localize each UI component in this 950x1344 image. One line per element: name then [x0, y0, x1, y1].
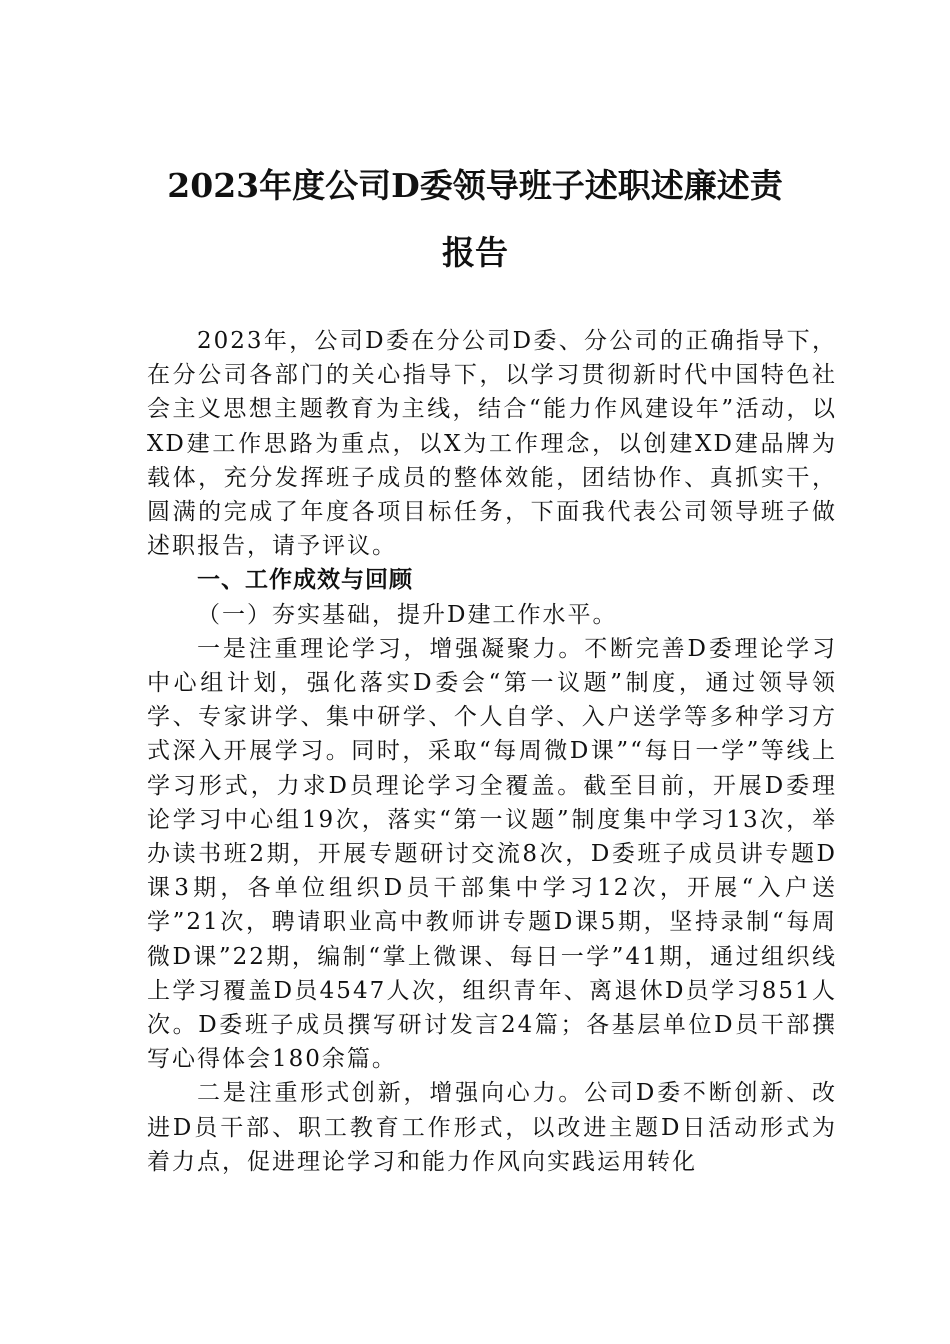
subsection-heading: （一）夯实基础，提升D建工作水平。	[197, 601, 618, 628]
document-body	[147, 324, 837, 1179]
document-title-line-1: 2023年度公司D委领导班子述职述廉述责	[167, 166, 783, 205]
intro-paragraph: 2023年，公司D委在分公司D委、分公司的正确指导下，在分公司各部门的关心指导下，以学习贯彻新时代中国特色社会主义思想主题教育为主线，结合“能力作风建设年”活动，以XD建工作思路为重点，以X为工作理念，以创建XD建品牌为载体，充分发挥班子成员的整体效能，团结协作、真抓实干，圆满的完成了年度各项目标任务，下面我代表公司领导班子做述职报告，请予评议。	[147, 328, 837, 560]
section-heading: 一、工作成效与回顾	[197, 567, 413, 594]
body-paragraph-1: 一是注重理论学习，增强凝聚力。不断完善D委理论学习中心组计划，强化落实D委会“第一议题”制度，通过领导领学、专家讲学、集中研学、个人自学、入户送学等多种学习方式深入开展学习。同时，采取“每周微D课”“每日一学”等线上学习形式，力求D员理论学习全覆盖。截至目前，开展D委理论学习中心组19次，落实“第一议题”制度集中学习13次，举办读书班2期，开展专题研讨交流8次，D委班子成员讲专题D课3期，各单位组织D员干部集中学习12次，开展“入户送学”21次，聘请职业高中教师讲专题D课5期，坚持录制“每周微D课”22期，编制“掌上微课、每日一学”41期，通过组织线上学习覆盖D员4547人次，组织青年、离退休D员学习851人次。D委班子成员撰写研讨发言24篇；各基层单位D员干部撰写心得体会180余篇。	[147, 635, 837, 1073]
document-title-line-2: 报告	[442, 233, 508, 272]
body-paragraph-2: 二是注重形式创新，增强向心力。公司D委不断创新、改进D员干部、职工教育工作形式，以改进主题D日活动形式为着力点，促进理论学习和能力作风向实践运用转化	[147, 1080, 837, 1175]
